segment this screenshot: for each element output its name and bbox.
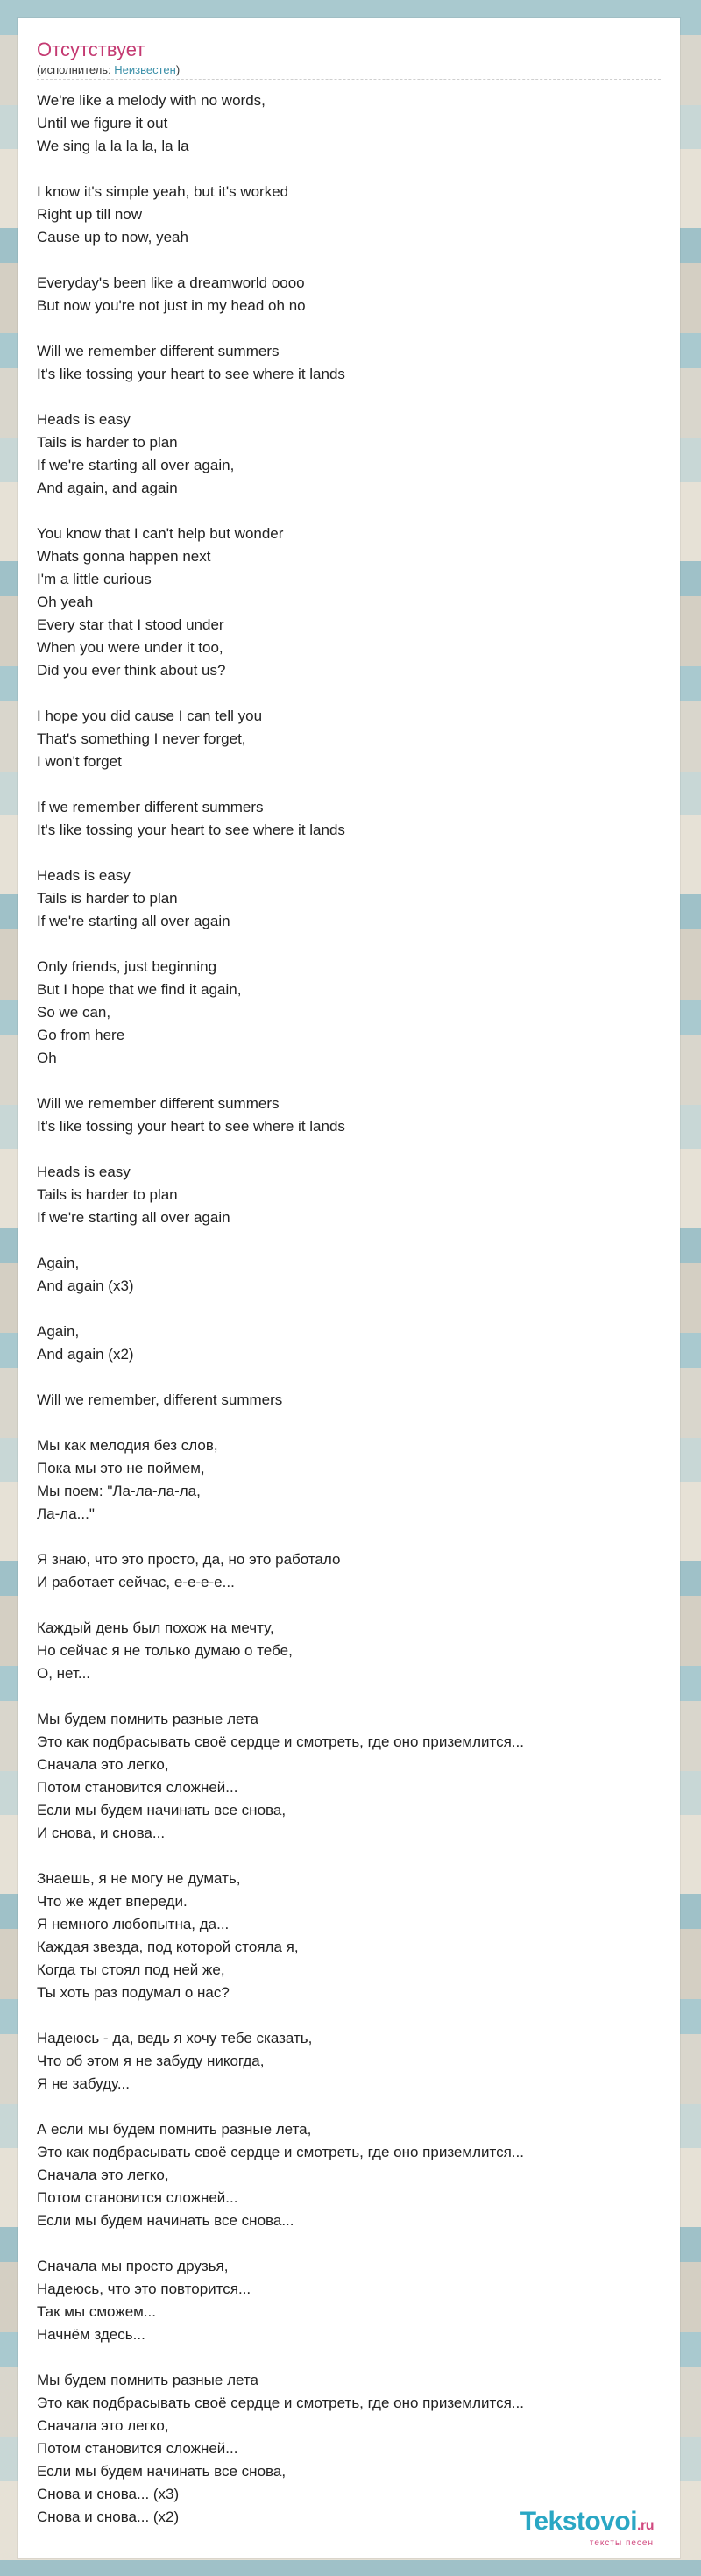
performer-link[interactable]: Неизвестен (114, 63, 176, 76)
lyrics-stanza: If we remember different summers It's like tossing your heart to see where it lands (37, 799, 345, 838)
lyrics-stanza: Мы будем помнить разные лета Это как подбрасывать своё сердце и смотреть, где оно приземлится... Сначала это легко, Потом становится сложней... Если мы будем начинать все снова, И снова, и снова... (37, 1711, 524, 1841)
lyrics-stanza: We're like a melody with no words, Until we figure it out We sing la la la la, la la (37, 92, 266, 154)
lyrics-stanza: Will we remember different summers It's like tossing your heart to see where it lands (37, 1095, 345, 1135)
site-logo[interactable] (520, 2508, 654, 2548)
lyrics-stanza: Will we remember different summers It's like tossing your heart to see where it lands (37, 343, 345, 382)
lyrics-stanza: Знаешь, я не могу не думать, Что же ждет впереди. Я немного любопытна, да... Каждая звезда, под которой стояла я, Когда ты стоял под ней же, Ты хоть раз подумал о нас? (37, 1870, 299, 2001)
lyrics-stanza: Надеюсь - да, ведь я хочу тебе сказать, Что об этом я не забуду никогда, Я не забуду... (37, 2030, 313, 2092)
lyrics-stanza: А если мы будем помнить разные лета, Это как подбрасывать своё сердце и смотреть, где оно приземлится... Сначала это легко, Потом становится сложней... Если мы будем начинать все снова... (37, 2121, 524, 2229)
lyrics-stanza: Сначала мы просто друзья, Надеюсь, что это повторится... Так мы сможем... Начнём здесь... (37, 2258, 251, 2343)
lyrics-stanza: Мы как мелодия без слов, Пока мы это не поймем, Мы поем: "Ла-ла-ла-ла, Ла-ла..." (37, 1437, 218, 1522)
lyrics-stanza: You know that I can't help but wonder Whats gonna happen next I'm a little curious Oh yeah Every star that I stood under When you were under it too, Did you ever think about us? (37, 525, 284, 679)
performer-suffix: ) (175, 63, 181, 76)
lyrics-text (37, 89, 668, 2551)
lyrics-stanza: Everyday's been like a dreamworld oooo But now you're not just in my head oh no (37, 274, 306, 314)
logo-tld: .ru (637, 2518, 654, 2533)
logo-brand: Tekstovoi.ru (520, 2507, 654, 2536)
performer-prefix: (исполнитель: (37, 63, 115, 76)
divider (37, 79, 661, 80)
lyrics-stanza: I hope you did cause I can tell you That's something I never forget, I won't forget (37, 708, 263, 770)
lyrics-stanza: Again, And again (x3) (37, 1255, 134, 1294)
lyrics-stanza: I know it's simple yeah, but it's worked Right up till now Cause up to now, yeah (37, 183, 289, 246)
lyrics-stanza: Heads is easy Tails is harder to plan If we're starting all over again (37, 1163, 230, 1226)
lyrics-stanza: Heads is easy Tails is harder to plan If we're starting all over again, And again, and again (37, 411, 235, 496)
lyrics-stanza: Will we remember, different summers (37, 1391, 283, 1408)
lyrics-stanza: Only friends, just beginning But I hope that we find it again, So we can, Go from here Oh (37, 958, 242, 1066)
performer-line (37, 63, 180, 77)
song-title: Отсутствует (37, 39, 145, 60)
lyrics-stanza: Мы будем помнить разные лета Это как подбрасывать своё сердце и смотреть, где оно приземлится... Сначала это легко, Потом становится сложней... Если мы будем начинать все снова, Снова и снова... (x3) Снова и снова... (x2) (37, 2372, 524, 2525)
lyrics-card (18, 18, 680, 2558)
logo-tagline: тексты песен (589, 2538, 654, 2548)
lyrics-stanza: Каждый день был похож на мечту, Но сейчас я не только думаю о тебе, О, нет... (37, 1619, 293, 1682)
lyrics-stanza: Heads is easy Tails is harder to plan If we're starting all over again (37, 867, 230, 929)
lyrics-stanza: Я знаю, что это просто, да, но это работало И работает сейчас, е-е-е-е... (37, 1551, 341, 1590)
lyrics-stanza: Again, And again (x2) (37, 1323, 134, 1363)
